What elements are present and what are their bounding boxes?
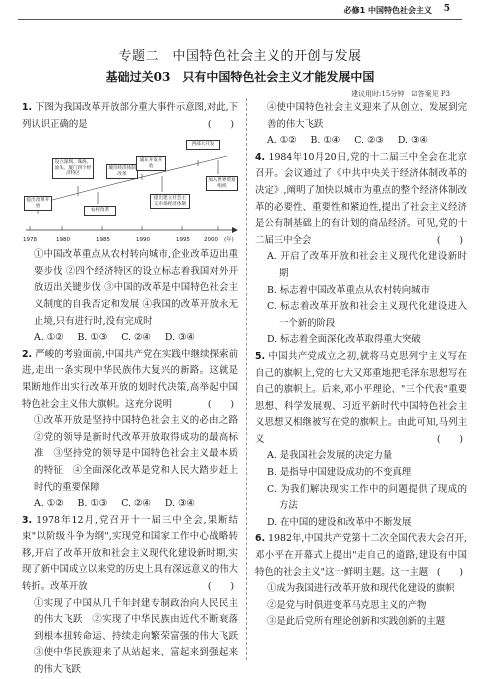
book-title: 必修1 中国特色社会主义 xyxy=(343,6,432,15)
statement: ①中国改革重点从农村转向城市,企业改革迈出重要步伐 xyxy=(34,249,238,277)
question-stem: 严峻的考验面前,中国共产党在实践中继续探索前进,走出一条实现中华民族伟大复兴的新路。这就是果断地作出实行改革开放的划时代决策,高举起中国特色社会主义伟大旗帜。这充分说明 xyxy=(22,348,238,410)
choice-a[interactable]: A. ①② xyxy=(34,498,64,510)
question-number: 3. xyxy=(22,514,33,526)
timeline-diagram xyxy=(22,134,238,244)
event-box: 提出建立社会主义市场经济体制 xyxy=(150,194,190,209)
year-tick: 1978 xyxy=(23,237,37,244)
left-column xyxy=(22,100,248,679)
choice-a[interactable]: A. ①② xyxy=(34,332,64,344)
q2-choices xyxy=(22,496,238,513)
page-number: 5 xyxy=(443,4,450,14)
year-tick: 2000 xyxy=(204,237,218,244)
year-tick: 1995 xyxy=(176,237,190,244)
choice-b[interactable]: B. ①④ xyxy=(310,135,341,147)
q2-statements: ①改革开放是坚持中国特色社会主义的必由之路 ②党的领导是新时代改革开放取得成功的最高标准 ③坚持党的领导是中国特色社会主义最本质的特征 ④全面深化改革是党和人民大踏步赶上时代的重要保障 xyxy=(34,415,248,493)
answer-paren: ( ) xyxy=(436,234,463,246)
topic-title: 专题二 中国特色社会主义的开创与发展 xyxy=(118,49,362,64)
choice-b[interactable]: B. ①③ xyxy=(77,498,108,510)
choice-c[interactable]: C. 标志着改革开放和社会主义现代化建设进入一个新的阶段 xyxy=(267,301,467,329)
choice-d[interactable]: D. ③④ xyxy=(164,498,195,510)
choice-b[interactable]: B. ①③ xyxy=(77,332,108,344)
question-3 xyxy=(22,513,248,679)
question-stem: 下图为我国改革开放部分重大事件示意图,对此,下列认识正确的是 xyxy=(22,102,238,130)
choice-a[interactable]: A. 开启了改革开放和社会主义现代化建设新时期 xyxy=(267,251,467,279)
question-stem: 1984年10月20日,党的十二届三中全会在北京召开。会议通过了《中共中央关于经济体制改革的决定》,阐明了加快以城市为重点的整个经济体制改革的必要性、重要性和紧迫性,提出了社会主义经济是公有制基础上的有计划的商品经济。可见,党的十二届三中全会 xyxy=(255,151,468,246)
choice-c[interactable]: C. ②④ xyxy=(121,332,151,344)
header-rule xyxy=(18,19,462,20)
q3-choices xyxy=(255,133,467,150)
page-header xyxy=(0,0,480,24)
question-number: 2. xyxy=(22,348,33,360)
question-number: 6. xyxy=(255,533,266,545)
choice-c[interactable]: C. 为我们解决现实工作中的问题提供了现成的方法 xyxy=(267,483,467,512)
event-box: 农村改革 xyxy=(84,206,116,216)
answer-paren: ( ) xyxy=(207,118,234,130)
answer-paren: ( ) xyxy=(436,433,463,445)
answer-paren: ( ) xyxy=(207,581,234,593)
year-unit: (年) xyxy=(224,237,234,244)
choice-d[interactable]: D. ③④ xyxy=(397,135,428,147)
event-box: 设立深圳、珠海、汕头、厦门四个经济特区 xyxy=(52,158,94,179)
choice-b[interactable]: B. 标志着中国改革重点从农村转向城市 xyxy=(267,284,430,296)
statement: ②四个经济特区的设立标志着我国对外开放迈出关键步伐 xyxy=(34,265,238,294)
question-number: 1. xyxy=(22,102,33,113)
statement: ①成为我国进行改革开放和现代化建设的旗帜 xyxy=(267,583,455,595)
year-tick: 1985 xyxy=(96,237,110,244)
question-6 xyxy=(255,531,467,631)
answer-paren: ( ) xyxy=(207,398,234,410)
choice-d[interactable]: D. 标志着全面深化改革取得重大突破 xyxy=(267,334,421,346)
right-column xyxy=(255,100,467,631)
statement: ②是党与时俱进变革马克思主义的产物 xyxy=(267,599,427,611)
choice-a[interactable]: A. ①② xyxy=(267,135,297,147)
question-stem: 中国共产党成立之初,就将马克思列宁主义写在自己的旗帜上,党的七大又郑重地把毛泽东思想写在自己的旗帜上。后来,邓小平理论、"三个代表"重要思想、科学发展观、习近平新时代中国特色社会主义思想又相继被写在党的旗帜上。由此可知,马列主义 xyxy=(255,350,468,445)
event-box: 加入世界贸易组织 xyxy=(206,176,238,191)
answer-paren: ( ) xyxy=(436,566,463,578)
question-stem: 1978年12月,党召开十一届三中全会,果断结束"以阶级斗争为纲",实现党和国家工作中心战略转移,开启了改革开放和社会主义现代化建设新时期,实现了新中国成立以来党的历史上具有深远意义的伟大转折。改革开放 xyxy=(22,514,238,593)
statement: ③中国的改革是中国特色社会主义制度的自我否定和发展 xyxy=(34,282,238,310)
time-info: 建议用时:15分钟 ☑答案见 P3 xyxy=(351,90,450,98)
question-5 xyxy=(255,349,467,532)
year-tick: 1990 xyxy=(136,237,150,244)
question-2 xyxy=(22,347,248,513)
section-title: 基础过关03 只有中国特色社会主义才能发展中国 xyxy=(105,70,375,84)
statement: ③是此后党所有理论创新和实践创新的主题 xyxy=(267,616,446,628)
choice-d[interactable]: D. 在中国的建设和改革中不断发展 xyxy=(267,516,412,528)
event-box: 城市经济体制改革 xyxy=(106,164,138,179)
event-box: 西部大开发 xyxy=(186,140,220,150)
choice-c[interactable]: C. ②③ xyxy=(354,135,384,147)
q1-statements xyxy=(22,247,238,330)
question-number: 4. xyxy=(255,151,266,163)
question-1 xyxy=(22,100,238,347)
choice-a[interactable]: A. 是我国社会发展的决定力量 xyxy=(267,450,393,462)
q3-statement-4: ④使中国特色社会主义迎来了从创立、发展到完善的伟大飞跃 xyxy=(267,102,467,130)
choice-b[interactable]: B. 是指导中国建设成功的不变真理 xyxy=(267,467,412,479)
year-tick: 1980 xyxy=(56,237,70,244)
choice-c[interactable]: C. ②④ xyxy=(121,498,151,510)
question-number: 5. xyxy=(255,350,266,362)
event-box: 浦东开发开放 xyxy=(136,156,166,171)
question-4 xyxy=(255,150,467,349)
q3-statements: ①实现了中国从几千年封建专制政治向人民民主的伟大飞跃 ②实现了中华民族由近代不断衰落到根本扭转命运、持续走向繁荣富强的伟大飞跃 ③使中华民族迎来了从站起来、富起来到强起来的伟大飞跃 xyxy=(34,597,248,676)
statement: ④我国的改革开放永无止境,只有进行时,没有完成时 xyxy=(34,298,238,327)
column-divider xyxy=(246,98,247,660)
choice-d[interactable]: D. ③④ xyxy=(164,332,195,344)
event-box: 提出改革开放 xyxy=(24,196,52,211)
q1-choices xyxy=(22,330,238,347)
question-stem: 1982年,中国共产党第十二次全国代表大会召开,邓小平在开幕式上提出"走自己的道路,建设有中国特色的社会主义"这一鲜明主题。这一主题 xyxy=(255,533,467,578)
